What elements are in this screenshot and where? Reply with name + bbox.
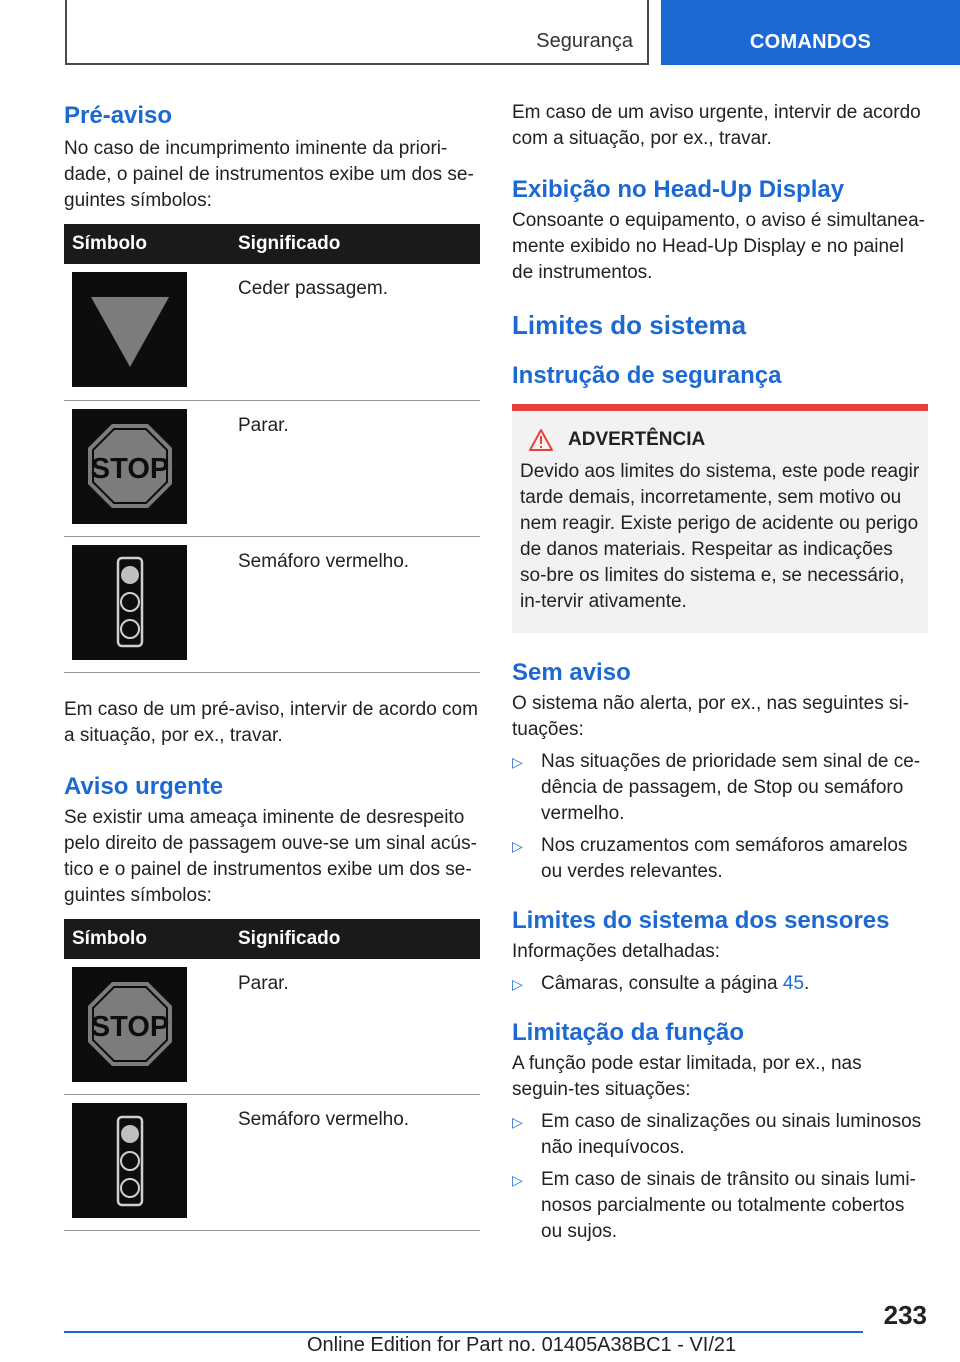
table-row — [64, 1095, 480, 1231]
urgent-action-text: Em caso de um aviso urgente, intervir de acordo com a situação, por ex., travar. — [512, 102, 921, 149]
footer-divider — [64, 1331, 863, 1333]
warning-triangle-icon — [528, 428, 554, 452]
red-traffic-light-icon — [72, 545, 187, 660]
triangle-bullet-icon: ▷ — [512, 1114, 523, 1130]
page-number: 233 — [883, 1300, 927, 1330]
limitacao-intro: A função pode estar limitada, por ex., nas seguin-tes situações: — [512, 1053, 862, 1100]
pre-aviso-heading: Pré-aviso — [64, 102, 173, 129]
sensores-heading: Limites do sistema dos sensores — [512, 907, 890, 934]
limitacao-heading: Limitação da função — [512, 1019, 745, 1046]
sensores-list — [512, 971, 928, 997]
triangle-bullet-icon: ▷ — [512, 976, 523, 992]
triangle-bullet-icon: ▷ — [512, 1172, 523, 1188]
list-item: ▷ Nas situações de prioridade sem sinal de ce-dência de passagem, de Stop ou semáforo vermelho. — [512, 751, 921, 824]
stop-text: STOP — [90, 1011, 169, 1043]
sem-aviso-intro: O sistema não alerta, por ex., nas seguintes si-tuações: — [512, 693, 910, 740]
table-row — [64, 264, 480, 400]
header-section-box — [65, 0, 649, 65]
hud-heading: Exibição no Head-Up Display — [512, 176, 845, 203]
column-header-symbol: Símbolo — [64, 919, 230, 959]
page-link[interactable]: 45 — [782, 973, 805, 994]
system-limits-heading: Limites do sistema — [512, 310, 747, 340]
triangle-bullet-icon: ▷ — [512, 838, 523, 854]
column-header-meaning: Significado — [230, 224, 480, 264]
section-title: Segurança — [536, 30, 633, 52]
hud-text: Consoante o equipamento, o aviso é simultanea-mente exibido no Head-Up Display e no painel de instrumentos. — [512, 210, 925, 283]
warning-box — [512, 411, 928, 633]
stop-sign-icon — [72, 967, 187, 1082]
pre-aviso-after: Em caso de um pré-aviso, intervir de acordo com a situação, por ex., travar. — [64, 698, 478, 746]
meaning-cell: Semáforo vermelho. — [230, 1095, 480, 1231]
warning-bar — [512, 404, 928, 411]
list-item: ▷ Câmaras, consulte a página 45. — [512, 971, 928, 997]
meaning-cell: Parar. — [230, 400, 480, 536]
warning-text: Devido aos limites do sistema, este pode reagir tarde demais, incorretamente, sem motivo ou nem reagir. Existe perigo de acidente ou perigo de danos materiais. Respeitar as indicações so-bre os limites do sistema e, se necessário, in-tervir ativamente. — [520, 461, 920, 612]
column-header-meaning: Significado — [230, 919, 480, 959]
list-item: ▷ Em caso de sinais de trânsito ou sinais lumi-nosos parcialmente ou totalmente cobertos ou sujos. — [512, 1169, 916, 1242]
table-header-row — [64, 224, 480, 264]
column-header-symbol: Símbolo — [64, 224, 230, 264]
right-column — [512, 100, 928, 1245]
aviso-urgente-intro: Se existir uma ameaça iminente de desrespeito pelo direito de passagem ouve-se um sinal acús-tico e o painel de instrumentos exibe um dos se-guintes símbolos: — [64, 806, 477, 906]
meaning-cell: Ceder passagem. — [230, 264, 480, 400]
aviso-urgente-table — [64, 919, 480, 1232]
yield-sign-icon — [72, 272, 187, 387]
list-item: ▷ Em caso de sinalizações ou sinais luminosos não inequívocos. — [512, 1111, 922, 1158]
pre-aviso-intro: No caso de incumprimento iminente da priori-dade, o painel de instrumentos exibe um dos se-guintes símbolos: — [64, 138, 474, 211]
table-row — [64, 959, 480, 1095]
stop-sign-icon — [72, 409, 187, 524]
safety-heading: Instrução de segurança — [512, 362, 782, 389]
table-row — [64, 400, 480, 536]
sem-aviso-list — [512, 749, 928, 885]
chapter-tab[interactable]: COMANDOS — [661, 0, 960, 65]
warning-title-text: ADVERTÊNCIA — [568, 429, 706, 450]
footer-edition: Online Edition for Part no. 01405A38BC1 - VI/21 — [307, 1334, 737, 1356]
sem-aviso-heading: Sem aviso — [512, 659, 631, 686]
table-row — [64, 536, 480, 672]
limitacao-list — [512, 1109, 928, 1245]
stop-text: STOP — [90, 453, 169, 485]
list-item: ▷ Nos cruzamentos com semáforos amarelos ou verdes relevantes. — [512, 835, 908, 882]
aviso-urgente-heading: Aviso urgente — [64, 772, 224, 800]
left-column — [64, 100, 480, 1231]
meaning-cell: Parar. — [230, 959, 480, 1095]
meaning-cell: Semáforo vermelho. — [230, 536, 480, 672]
sensores-intro: Informações detalhadas: — [512, 941, 721, 962]
red-traffic-light-icon — [72, 1103, 187, 1218]
warning-title — [528, 425, 920, 455]
table-header-row — [64, 919, 480, 959]
pre-aviso-table — [64, 224, 480, 673]
triangle-bullet-icon: ▷ — [512, 754, 523, 770]
